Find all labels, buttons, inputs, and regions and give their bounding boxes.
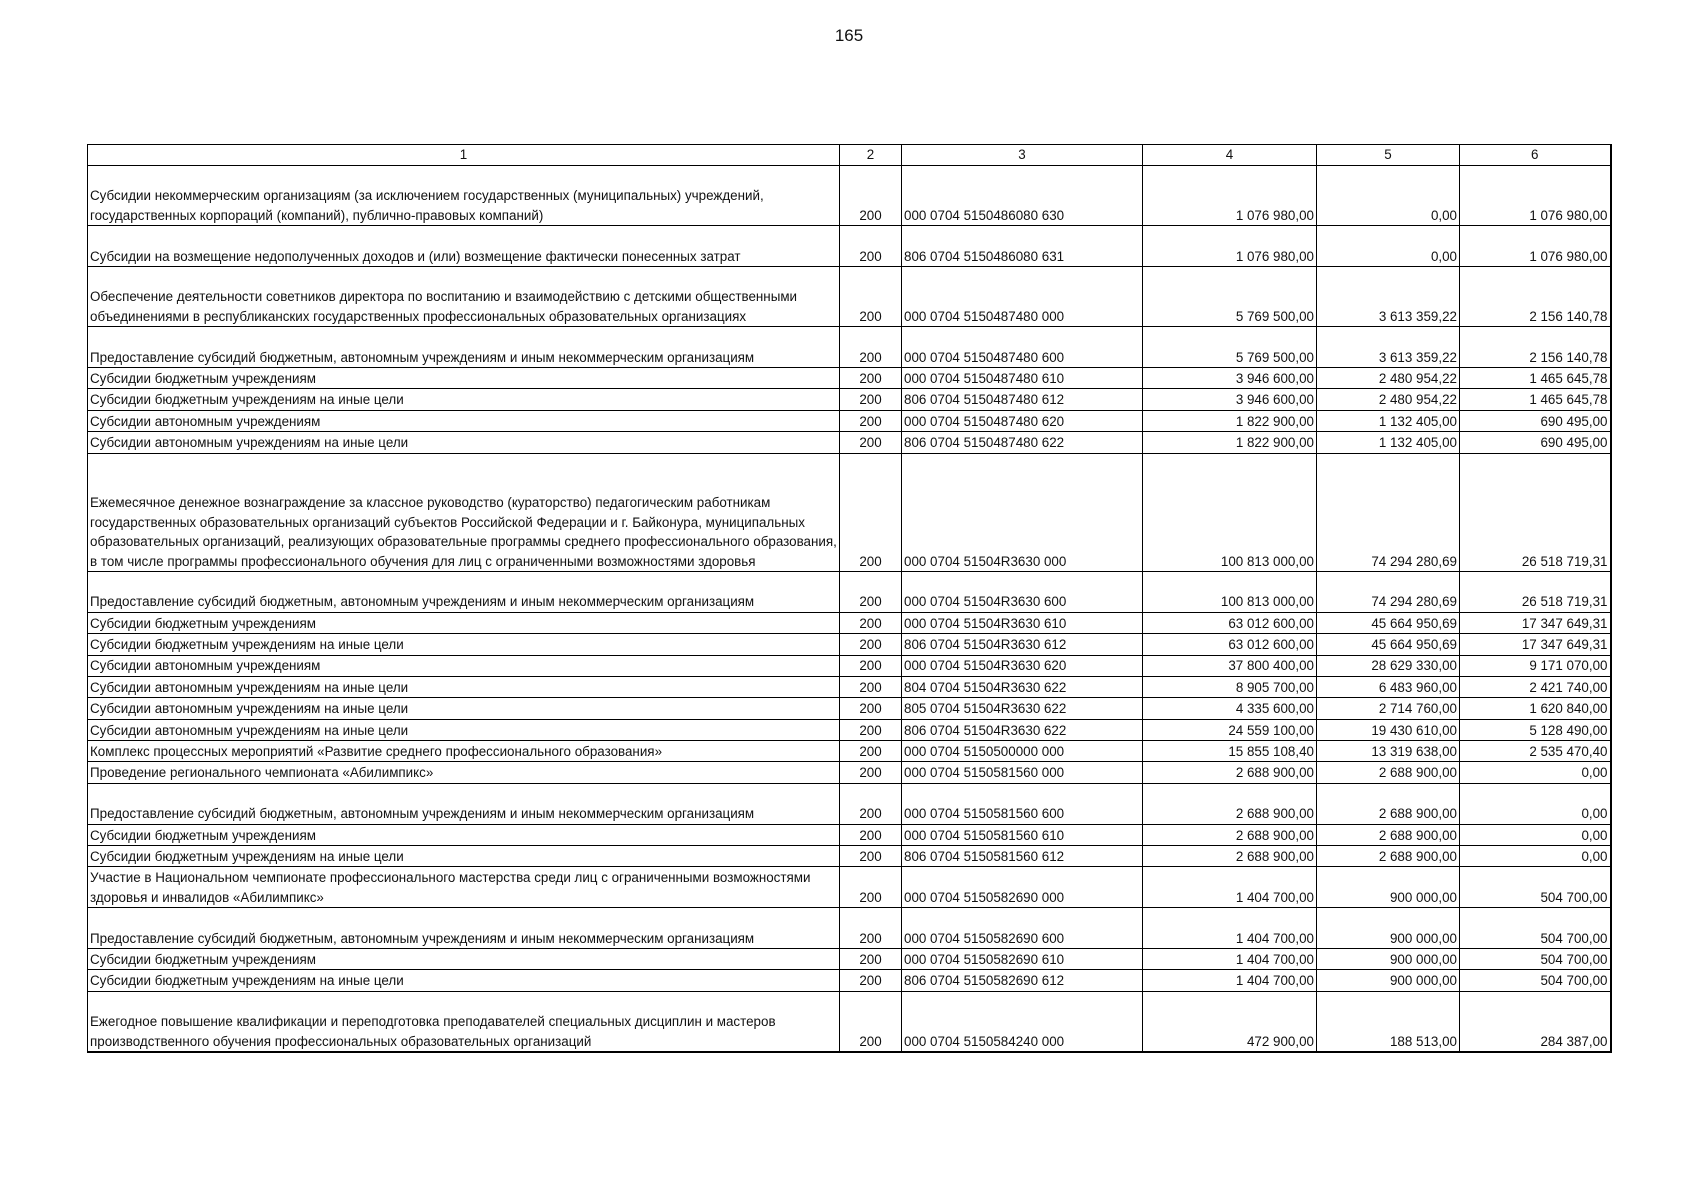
row-value-4: 2 688 900,00 <box>1143 762 1317 783</box>
row-name: Субсидии автономным учреждениям на иные цели <box>88 698 840 719</box>
row-budget-code: 000 0704 5150486080 630 <box>902 166 1143 226</box>
budget-table <box>87 144 1612 1053</box>
row-budget-code: 000 0704 5150581560 610 <box>902 824 1143 845</box>
row-value-6: 26 518 719,31 <box>1460 571 1611 612</box>
table-row <box>88 367 1611 388</box>
row-code-2: 200 <box>840 266 902 326</box>
row-budget-code: 000 0704 51504R3630 600 <box>902 571 1143 612</box>
row-code-2: 200 <box>840 824 902 845</box>
row-budget-code: 000 0704 5150581560 600 <box>902 783 1143 824</box>
row-name: Субсидии автономным учреждениям на иные цели <box>88 676 840 697</box>
row-value-6: 2 156 140,78 <box>1460 327 1611 368</box>
row-value-5: 28 629 330,00 <box>1317 655 1460 676</box>
row-name: Комплекс процессных мероприятий «Развитие среднего профессионального образования» <box>88 741 840 762</box>
row-name: Предоставление субсидий бюджетным, автономным учреждениям и иным некоммерческим организациям <box>88 327 840 368</box>
row-value-5: 74 294 280,69 <box>1317 571 1460 612</box>
row-value-4: 15 855 108,40 <box>1143 741 1317 762</box>
row-value-6: 690 495,00 <box>1460 410 1611 431</box>
row-value-6: 5 128 490,00 <box>1460 719 1611 740</box>
row-value-6: 2 156 140,78 <box>1460 266 1611 326</box>
row-budget-code: 000 0704 51504R3630 620 <box>902 655 1143 676</box>
column-header-1: 1 <box>88 145 840 166</box>
row-budget-code: 806 0704 51504R3630 622 <box>902 719 1143 740</box>
row-value-5: 13 319 638,00 <box>1317 741 1460 762</box>
header-row <box>88 145 1611 166</box>
row-budget-code: 000 0704 5150582690 600 <box>902 908 1143 949</box>
row-budget-code: 000 0704 5150487480 610 <box>902 367 1143 388</box>
row-code-2: 200 <box>840 226 902 267</box>
row-value-6: 1 465 645,78 <box>1460 367 1611 388</box>
row-budget-code: 000 0704 5150582690 000 <box>902 867 1143 908</box>
table-row <box>88 970 1611 991</box>
row-code-2: 200 <box>840 698 902 719</box>
table-row <box>88 389 1611 410</box>
column-header-2: 2 <box>840 145 902 166</box>
column-header-4: 4 <box>1143 145 1317 166</box>
row-value-4: 1 822 900,00 <box>1143 432 1317 453</box>
row-value-6: 0,00 <box>1460 824 1611 845</box>
row-name: Ежегодное повышение квалификации и переподготовка преподавателей специальных дисциплин и мастеров производственного обучения профессиональных образовательных организаций <box>88 991 840 1052</box>
row-code-2: 200 <box>840 367 902 388</box>
row-value-4: 1 404 700,00 <box>1143 970 1317 991</box>
row-code-2: 200 <box>840 762 902 783</box>
row-value-5: 0,00 <box>1317 166 1460 226</box>
row-value-6: 0,00 <box>1460 846 1611 867</box>
row-name: Субсидии бюджетным учреждениям <box>88 612 840 633</box>
row-name: Субсидии автономным учреждениям на иные цели <box>88 432 840 453</box>
table-row <box>88 453 1611 571</box>
table-row <box>88 655 1611 676</box>
page-number: 165 <box>834 26 864 45</box>
row-code-2: 200 <box>840 166 902 226</box>
row-budget-code: 806 0704 51504R3630 612 <box>902 634 1143 655</box>
row-value-6: 1 076 980,00 <box>1460 226 1611 267</box>
table-row <box>88 762 1611 783</box>
row-value-6: 1 076 980,00 <box>1460 166 1611 226</box>
row-value-5: 2 688 900,00 <box>1317 824 1460 845</box>
row-code-2: 200 <box>840 908 902 949</box>
row-value-6: 690 495,00 <box>1460 432 1611 453</box>
row-value-5: 1 132 405,00 <box>1317 432 1460 453</box>
row-name: Ежемесячное денежное вознаграждение за классное руководство (кураторство) педагогическим работникам государственных образовательных организаций субъектов Российской Федерации и г. Байконура, муниципальных образовательных организаций, реализующих образовательные программы среднего профессионального образования, в том числе программы профессионального обучения для лиц с ограниченными возможностями здоровья <box>88 453 840 571</box>
row-value-5: 74 294 280,69 <box>1317 453 1460 571</box>
row-code-2: 200 <box>840 783 902 824</box>
row-value-6: 504 700,00 <box>1460 949 1611 970</box>
row-name: Субсидии некоммерческим организациям (за исключением государственных (муниципальных) учреждений, государственных корпораций (компаний), публично-правовых компаний) <box>88 166 840 226</box>
row-name: Обеспечение деятельности советников директора по воспитанию и взаимодействию с детскими общественными объединениями в республиканских государственных профессиональных образовательных организациях <box>88 266 840 326</box>
row-value-5: 0,00 <box>1317 226 1460 267</box>
row-value-6: 1 620 840,00 <box>1460 698 1611 719</box>
row-budget-code: 805 0704 51504R3630 622 <box>902 698 1143 719</box>
row-budget-code: 806 0704 5150487480 622 <box>902 432 1143 453</box>
row-value-5: 3 613 359,22 <box>1317 327 1460 368</box>
row-value-5: 3 613 359,22 <box>1317 266 1460 326</box>
row-name: Субсидии бюджетным учреждениям на иные цели <box>88 970 840 991</box>
row-code-2: 200 <box>840 655 902 676</box>
row-name: Субсидии бюджетным учреждениям на иные цели <box>88 846 840 867</box>
row-name: Субсидии бюджетным учреждениям <box>88 949 840 970</box>
row-value-4: 1 076 980,00 <box>1143 166 1317 226</box>
table-row <box>88 327 1611 368</box>
table-row <box>88 991 1611 1052</box>
row-value-5: 45 664 950,69 <box>1317 634 1460 655</box>
row-value-4: 4 335 600,00 <box>1143 698 1317 719</box>
row-budget-code: 806 0704 5150487480 612 <box>902 389 1143 410</box>
row-value-6: 9 171 070,00 <box>1460 655 1611 676</box>
row-value-6: 0,00 <box>1460 783 1611 824</box>
row-value-4: 1 822 900,00 <box>1143 410 1317 431</box>
row-code-2: 200 <box>840 410 902 431</box>
column-header-6: 6 <box>1460 145 1611 166</box>
row-code-2: 200 <box>840 634 902 655</box>
row-name: Субсидии на возмещение недополученных доходов и (или) возмещение фактически понесенных затрат <box>88 226 840 267</box>
row-name: Предоставление субсидий бюджетным, автономным учреждениям и иным некоммерческим организациям <box>88 571 840 612</box>
row-budget-code: 000 0704 51504R3630 610 <box>902 612 1143 633</box>
column-header-5: 5 <box>1317 145 1460 166</box>
row-name: Субсидии бюджетным учреждениям на иные цели <box>88 634 840 655</box>
row-code-2: 200 <box>840 949 902 970</box>
row-name: Субсидии автономным учреждениям на иные цели <box>88 719 840 740</box>
table-row <box>88 410 1611 431</box>
row-budget-code: 000 0704 51504R3630 000 <box>902 453 1143 571</box>
row-value-4: 472 900,00 <box>1143 991 1317 1052</box>
row-value-5: 2 688 900,00 <box>1317 846 1460 867</box>
row-name: Участие в Национальном чемпионате профессионального мастерства среди лиц с ограниченными возможностями здоровья и инвалидов «Абилимпикс» <box>88 867 840 908</box>
row-value-6: 1 465 645,78 <box>1460 389 1611 410</box>
row-code-2: 200 <box>840 571 902 612</box>
row-value-5: 2 688 900,00 <box>1317 762 1460 783</box>
row-code-2: 200 <box>840 970 902 991</box>
table-row <box>88 266 1611 326</box>
table-row <box>88 166 1611 226</box>
row-value-5: 6 483 960,00 <box>1317 676 1460 697</box>
row-code-2: 200 <box>840 389 902 410</box>
row-name: Субсидии бюджетным учреждениям <box>88 824 840 845</box>
row-value-4: 1 404 700,00 <box>1143 949 1317 970</box>
row-budget-code: 806 0704 5150486080 631 <box>902 226 1143 267</box>
row-value-5: 2 480 954,22 <box>1317 389 1460 410</box>
row-value-5: 45 664 950,69 <box>1317 612 1460 633</box>
row-value-4: 3 946 600,00 <box>1143 389 1317 410</box>
table-row <box>88 432 1611 453</box>
row-budget-code: 000 0704 5150500000 000 <box>902 741 1143 762</box>
row-value-4: 1 076 980,00 <box>1143 226 1317 267</box>
row-budget-code: 000 0704 5150487480 620 <box>902 410 1143 431</box>
row-name: Субсидии бюджетным учреждениям на иные цели <box>88 389 840 410</box>
row-value-4: 8 905 700,00 <box>1143 676 1317 697</box>
row-value-4: 1 404 700,00 <box>1143 908 1317 949</box>
row-code-2: 200 <box>840 846 902 867</box>
row-value-4: 100 813 000,00 <box>1143 571 1317 612</box>
row-value-4: 5 769 500,00 <box>1143 266 1317 326</box>
row-value-4: 2 688 900,00 <box>1143 824 1317 845</box>
row-value-6: 2 535 470,40 <box>1460 741 1611 762</box>
table-row <box>88 226 1611 267</box>
table-row <box>88 612 1611 633</box>
row-code-2: 200 <box>840 676 902 697</box>
row-value-6: 504 700,00 <box>1460 867 1611 908</box>
row-value-5: 188 513,00 <box>1317 991 1460 1052</box>
row-value-4: 2 688 900,00 <box>1143 846 1317 867</box>
row-value-4: 63 012 600,00 <box>1143 634 1317 655</box>
table-row <box>88 846 1611 867</box>
table-row <box>88 571 1611 612</box>
table-row <box>88 741 1611 762</box>
row-budget-code: 000 0704 5150487480 000 <box>902 266 1143 326</box>
row-budget-code: 806 0704 5150581560 612 <box>902 846 1143 867</box>
row-value-5: 2 688 900,00 <box>1317 783 1460 824</box>
row-value-4: 2 688 900,00 <box>1143 783 1317 824</box>
row-budget-code: 000 0704 5150582690 610 <box>902 949 1143 970</box>
row-value-5: 2 480 954,22 <box>1317 367 1460 388</box>
row-value-4: 100 813 000,00 <box>1143 453 1317 571</box>
row-value-5: 19 430 610,00 <box>1317 719 1460 740</box>
row-code-2: 200 <box>840 612 902 633</box>
row-name: Предоставление субсидий бюджетным, автономным учреждениям и иным некоммерческим организациям <box>88 783 840 824</box>
row-budget-code: 804 0704 51504R3630 622 <box>902 676 1143 697</box>
row-name: Проведение регионального чемпионата «Абилимпикс» <box>88 762 840 783</box>
row-budget-code: 000 0704 5150581560 000 <box>902 762 1143 783</box>
row-value-6: 504 700,00 <box>1460 908 1611 949</box>
row-value-5: 900 000,00 <box>1317 970 1460 991</box>
row-value-4: 24 559 100,00 <box>1143 719 1317 740</box>
row-code-2: 200 <box>840 453 902 571</box>
table-row <box>88 867 1611 908</box>
row-value-5: 2 714 760,00 <box>1317 698 1460 719</box>
row-value-4: 5 769 500,00 <box>1143 327 1317 368</box>
row-value-4: 37 800 400,00 <box>1143 655 1317 676</box>
table-row <box>88 698 1611 719</box>
column-header-3: 3 <box>902 145 1143 166</box>
row-value-6: 26 518 719,31 <box>1460 453 1611 571</box>
row-budget-code: 806 0704 5150582690 612 <box>902 970 1143 991</box>
row-name: Субсидии автономным учреждениям <box>88 655 840 676</box>
table-row <box>88 783 1611 824</box>
row-name: Субсидии бюджетным учреждениям <box>88 367 840 388</box>
row-value-6: 504 700,00 <box>1460 970 1611 991</box>
row-value-4: 1 404 700,00 <box>1143 867 1317 908</box>
row-value-5: 1 132 405,00 <box>1317 410 1460 431</box>
table-row <box>88 824 1611 845</box>
row-code-2: 200 <box>840 867 902 908</box>
table-row <box>88 676 1611 697</box>
row-code-2: 200 <box>840 991 902 1052</box>
row-code-2: 200 <box>840 741 902 762</box>
row-code-2: 200 <box>840 719 902 740</box>
row-value-5: 900 000,00 <box>1317 949 1460 970</box>
row-value-6: 17 347 649,31 <box>1460 612 1611 633</box>
table-body <box>88 166 1611 1052</box>
row-value-6: 0,00 <box>1460 762 1611 783</box>
table-row <box>88 719 1611 740</box>
row-name: Предоставление субсидий бюджетным, автономным учреждениям и иным некоммерческим организациям <box>88 908 840 949</box>
row-value-4: 63 012 600,00 <box>1143 612 1317 633</box>
row-code-2: 200 <box>840 327 902 368</box>
row-name: Субсидии автономным учреждениям <box>88 410 840 431</box>
table-row <box>88 949 1611 970</box>
row-value-5: 900 000,00 <box>1317 867 1460 908</box>
table-row <box>88 634 1611 655</box>
row-budget-code: 000 0704 5150487480 600 <box>902 327 1143 368</box>
row-value-4: 3 946 600,00 <box>1143 367 1317 388</box>
table-row <box>88 908 1611 949</box>
row-value-6: 2 421 740,00 <box>1460 676 1611 697</box>
row-budget-code: 000 0704 5150584240 000 <box>902 991 1143 1052</box>
row-value-6: 284 387,00 <box>1460 991 1611 1052</box>
row-code-2: 200 <box>840 432 902 453</box>
row-value-5: 900 000,00 <box>1317 908 1460 949</box>
row-value-6: 17 347 649,31 <box>1460 634 1611 655</box>
